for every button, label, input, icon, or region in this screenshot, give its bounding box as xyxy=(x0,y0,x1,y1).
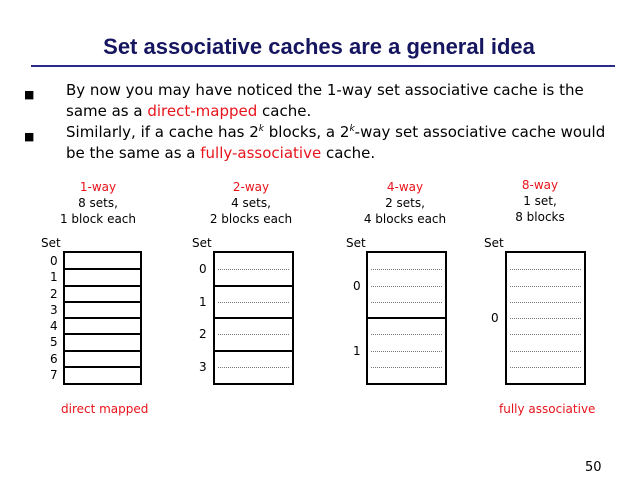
cache-4way-array xyxy=(366,251,447,385)
set-index-label: 4 xyxy=(50,319,58,333)
way-divider xyxy=(371,351,442,352)
way-divider xyxy=(510,286,581,287)
bullet-2-highlight: fully-associative xyxy=(200,144,322,162)
set-index-label: 1 xyxy=(353,344,361,358)
set-index-label: 2 xyxy=(50,287,58,301)
way-divider xyxy=(371,302,442,303)
cache-8way-set-label: Set xyxy=(484,236,504,250)
bullet-1-text xyxy=(66,80,616,122)
cache-1way-sets: 8 sets, xyxy=(78,196,118,210)
cache-4way-title: 4-way xyxy=(386,180,424,194)
way-divider xyxy=(371,334,442,335)
bullet-2-text xyxy=(66,122,616,164)
way-divider xyxy=(218,269,289,270)
way-divider xyxy=(371,286,442,287)
way-divider xyxy=(510,334,581,335)
set-index-label: 2 xyxy=(199,327,207,341)
title-underline xyxy=(31,65,615,67)
cache-1way-array xyxy=(63,251,142,385)
cache-4way-header xyxy=(340,179,470,227)
bullet-2-post: cache. xyxy=(321,144,376,162)
set-divider xyxy=(65,268,140,270)
cache-8way-array xyxy=(505,251,586,385)
way-divider xyxy=(218,334,289,335)
set-index-label: 6 xyxy=(50,352,58,366)
set-index-label: 0 xyxy=(199,262,207,276)
cache-1way-blocks: 1 block each xyxy=(59,212,137,226)
set-divider xyxy=(65,317,140,319)
cache-2way-title: 2-way xyxy=(232,180,270,194)
cache-8way-header xyxy=(475,177,605,225)
set-divider xyxy=(215,350,292,352)
slide-title: Set associative caches are a general idea xyxy=(103,34,535,59)
cache-1way-set-label: Set xyxy=(41,236,61,250)
way-divider xyxy=(371,367,442,368)
set-divider xyxy=(65,333,140,335)
cache-1way-footer: direct mapped xyxy=(61,402,149,416)
set-index-label: 3 xyxy=(199,360,207,374)
bullet-2-sup1: k xyxy=(258,124,264,134)
cache-2way-header xyxy=(186,179,316,227)
way-divider xyxy=(218,367,289,368)
cache-2way-blocks: 2 blocks each xyxy=(209,212,293,226)
cache-1way-header xyxy=(33,179,163,227)
set-divider xyxy=(65,350,140,352)
way-divider xyxy=(510,302,581,303)
set-index-label: 0 xyxy=(50,254,58,268)
cache-4way-blocks: 4 blocks each xyxy=(363,212,447,226)
cache-4way-sets: 2 sets, xyxy=(385,196,425,210)
cache-8way-title: 8-way xyxy=(521,178,559,192)
square-bullet-icon: ■ xyxy=(24,88,35,101)
bullet-2-pre1: Similarly, if a cache has 2 xyxy=(66,123,259,141)
set-divider xyxy=(368,317,445,319)
set-index-label: 5 xyxy=(50,335,58,349)
bullet-1-highlight: direct-mapped xyxy=(147,102,258,120)
bullet-2-sup2: k xyxy=(349,124,355,134)
cache-8way-sets: 1 set, xyxy=(523,194,557,208)
bullet-1-pre: By now you may have noticed the 1-way set associative cache is the same as a xyxy=(66,81,584,120)
cache-2way-sets: 4 sets, xyxy=(231,196,271,210)
cache-2way-set-label: Set xyxy=(192,236,212,250)
set-index-label: 1 xyxy=(199,295,207,309)
set-index-label: 0 xyxy=(491,311,499,325)
cache-4way-set-label: Set xyxy=(346,236,366,250)
bullet-2-pre2: blocks, a 2 xyxy=(264,123,350,141)
way-divider xyxy=(510,269,581,270)
set-divider xyxy=(215,285,292,287)
bullet-1-post: cache. xyxy=(257,102,312,120)
set-index-label: 3 xyxy=(50,303,58,317)
way-divider xyxy=(218,302,289,303)
cache-8way-blocks: 8 blocks xyxy=(515,210,565,224)
square-bullet-icon: ■ xyxy=(24,130,35,143)
set-divider xyxy=(65,285,140,287)
bullet-2-pre3: -way set associative cache would be the same as a xyxy=(66,123,606,162)
set-index-label: 7 xyxy=(50,368,58,382)
set-index-label: 0 xyxy=(353,279,361,293)
cache-2way-array xyxy=(213,251,294,385)
page-number: 50 xyxy=(585,460,602,475)
way-divider xyxy=(510,367,581,368)
cache-8way-footer: fully associative xyxy=(499,402,596,416)
way-divider xyxy=(510,351,581,352)
set-divider xyxy=(215,317,292,319)
set-divider xyxy=(65,301,140,303)
set-divider xyxy=(65,366,140,368)
set-index-label: 1 xyxy=(50,270,58,284)
way-divider xyxy=(371,269,442,270)
way-divider xyxy=(510,318,581,319)
cache-1way-title: 1-way xyxy=(79,180,117,194)
